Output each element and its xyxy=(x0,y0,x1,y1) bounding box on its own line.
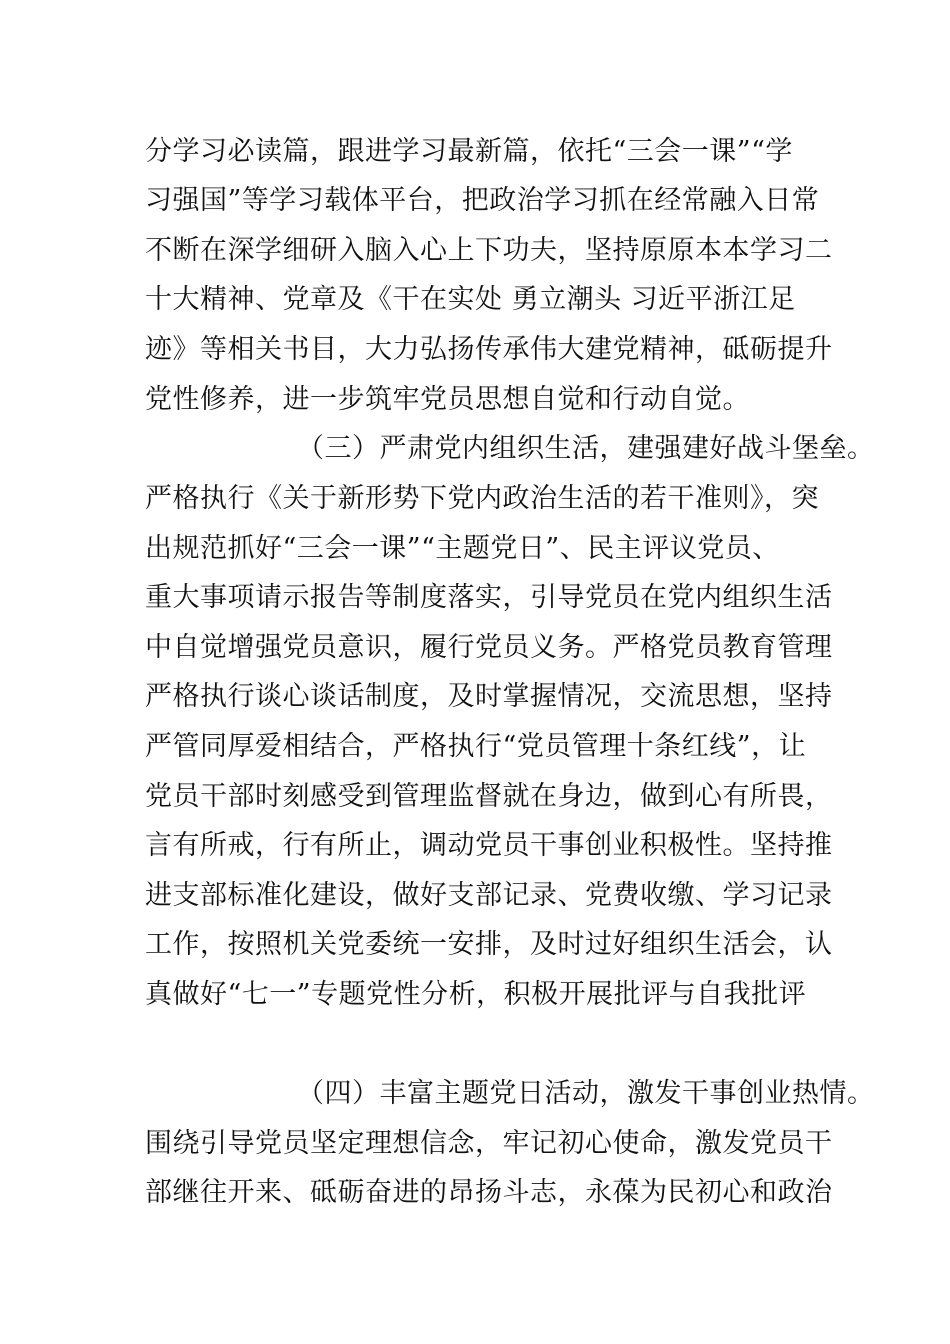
paragraph-line: 严格执行谈心谈话制度，及时掌握情况，交流思想，坚持 xyxy=(145,681,833,712)
paragraph-line: 十大精神、党章及《干在实处 勇立潮头 习近平浙江足 xyxy=(145,284,796,315)
paragraph-line: 迹》等相关书目，大力弘扬传承伟大建党精神，砥砺提升 xyxy=(145,334,833,365)
paragraph-line: 进支部标准化建设，做好支部记录、党费收缴、学习记录 xyxy=(145,880,833,911)
paragraph-line: 严管同厚爱相结合，严格执行“党员管理十条红线”，让 xyxy=(145,731,807,762)
section-heading: （三）严肃党内组织生活，建强建好战斗堡垒。 xyxy=(297,433,875,464)
paragraph-line: 言有所戒，行有所止，调动党员干事创业积极性。坚持推 xyxy=(145,830,833,861)
paragraph-line: 党性修养，进一步筑牢党员思想自觉和行动自觉。 xyxy=(145,384,750,415)
section-heading: （四）丰富主题党日活动，激发干事创业热情。 xyxy=(297,1078,875,1109)
paragraph-line: 严格执行《关于新形势下党内政治生活的若干准则》，突 xyxy=(145,483,819,514)
paragraph-line: 真做好“七一”专题党性分析，积极开展批评与自我批评 xyxy=(145,979,807,1010)
paragraph-line: 党员干部时刻感受到管理监督就在身边，做到心有所畏， xyxy=(145,781,833,812)
paragraph-line: 出规范抓好“三会一课”“主题党日”、民主评议党员、 xyxy=(145,533,780,564)
paragraph-line: 部继往开来、砥砺奋进的昂扬斗志，永葆为民初心和政治 xyxy=(145,1177,833,1208)
paragraph-line: 不断在深学细研入脑入心上下功夫，坚持原原本本学习二 xyxy=(145,235,833,266)
paragraph-line: 分学习必读篇，跟进学习最新篇，依托“三会一课”“学 xyxy=(145,136,793,167)
paragraph-line: 围绕引导党员坚定理想信念，牢记初心使命，激发党员干 xyxy=(145,1128,833,1159)
paragraph-line: 工作，按照机关党委统一安排，及时过好组织生活会，认 xyxy=(145,929,833,960)
paragraph-line: 中自觉增强党员意识，履行党员义务。严格党员教育管理 xyxy=(145,632,833,663)
paragraph-line: 重大事项请示报告等制度落实，引导党员在党内组织生活 xyxy=(145,582,833,613)
paragraph-line: 习强国”等学习载体平台，把政治学习抓在经常融入日常 xyxy=(145,185,820,216)
